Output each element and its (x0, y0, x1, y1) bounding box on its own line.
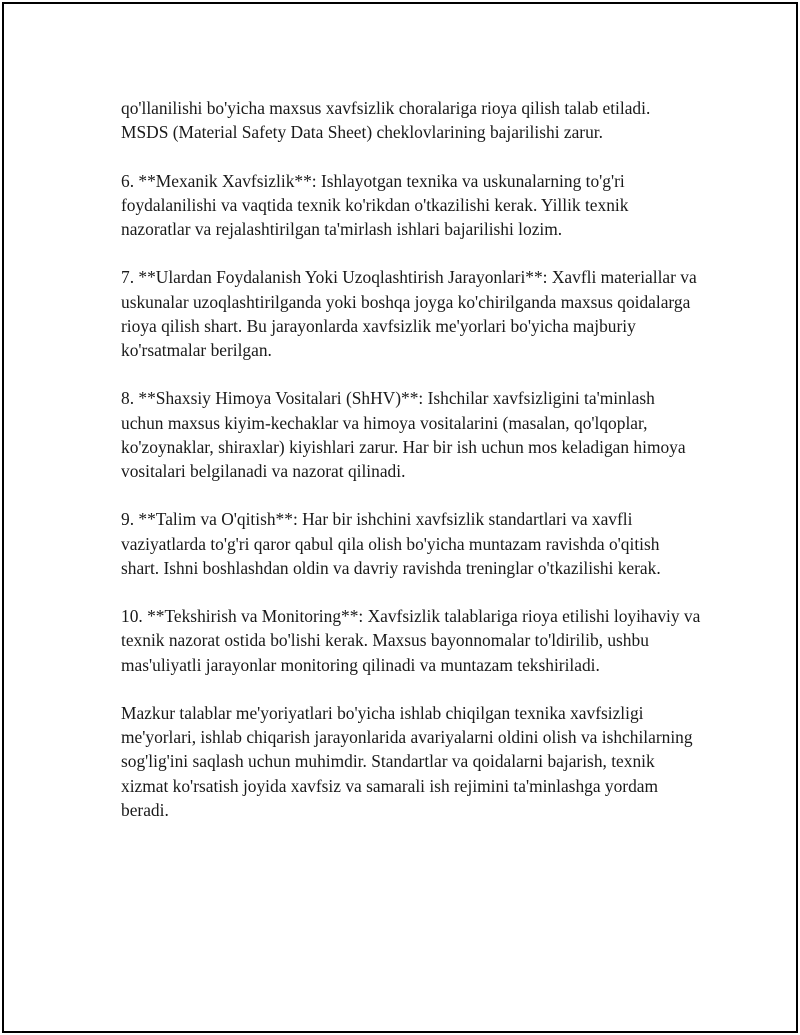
paragraph-item-10: 10. **Tekshirish va Monitoring**: Xavfsizlik talablariga rioya etilishi loyihaviy va texnik nazorat ostida bo'lishi kerak. Maxsus bayonnomalar to'ldirilib, ushbu mas'uliyatli jarayonlar monitoring qilinadi va muntazam tekshiriladi. (121, 606, 701, 675)
paragraph-item-9: 9. **Talim va O'qitish**: Har bir ishchini xavfsizlik standartlari va xavfli vaziyatlarda to'g'ri qaror qabul qila olish bo'yicha muntazam ravishda o'qitish shart. Ishni boshlashdan oldin va davriy ravishda treninglar o'tkazilishi kerak. (121, 509, 661, 578)
document-body (121, 96, 701, 846)
document-page (2, 2, 798, 1033)
paragraph-conclusion: Mazkur talablar me'yoriyatlari bo'yicha ishlab chiqilgan texnika xavfsizligi me'yorlari, ishlab chiqarish jarayonlarida avariyalarni oldini olish va ishchilarning sog'lig'ini saqlash uchun muhimdir. Standartlar va qoidalarni bajarish, texnik xizmat ko'rsatish joyida xavfsiz va samarali ish rejimini ta'minlashga yordam beradi. (121, 702, 693, 820)
paragraph-item-6: 6. **Mexanik Xavfsizlik**: Ishlayotgan texnika va uskunalarning to'g'ri foydalanilishi va vaqtida texnik ko'rikdan o'tkazilishi kerak. Yillik texnik nazoratlar va rejalashtirilgan ta'mirlash ishlari bajarilishi lozim. (121, 170, 629, 239)
paragraph-continuation: qo'llanilishi bo'yicha maxsus xavfsizlik choralariga rioya qilish talab etiladi. MSDS (Material Safety Data Sheet) cheklovlarining bajarilishi zarur. (121, 98, 651, 143)
paragraph-item-7: 7. **Ulardan Foydalanish Yoki Uzoqlashtirish Jarayonlari**: Xavfli materiallar va uskunalar uzoqlashtirilganda yoki boshqa joyga ko'chirilganda maxsus qoidalarga rioya qilish shart. Bu jarayonlarda xavfsizlik me'yorlari bo'yicha majburiy ko'rsatmalar berilgan. (121, 267, 697, 360)
paragraph-item-8: 8. **Shaxsiy Himoya Vositalari (ShHV)**: Ishchilar xavfsizligini ta'minlash uchun maxsus kiyim-kechaklar va himoya vositalarini (masalan, qo'lqoplar, ko'zoynaklar, shiraxlar) kiyishlari zarur. Har bir ish uchun mos keladigan himoya vositalari belgilanadi va nazorat qilinadi. (121, 388, 686, 481)
